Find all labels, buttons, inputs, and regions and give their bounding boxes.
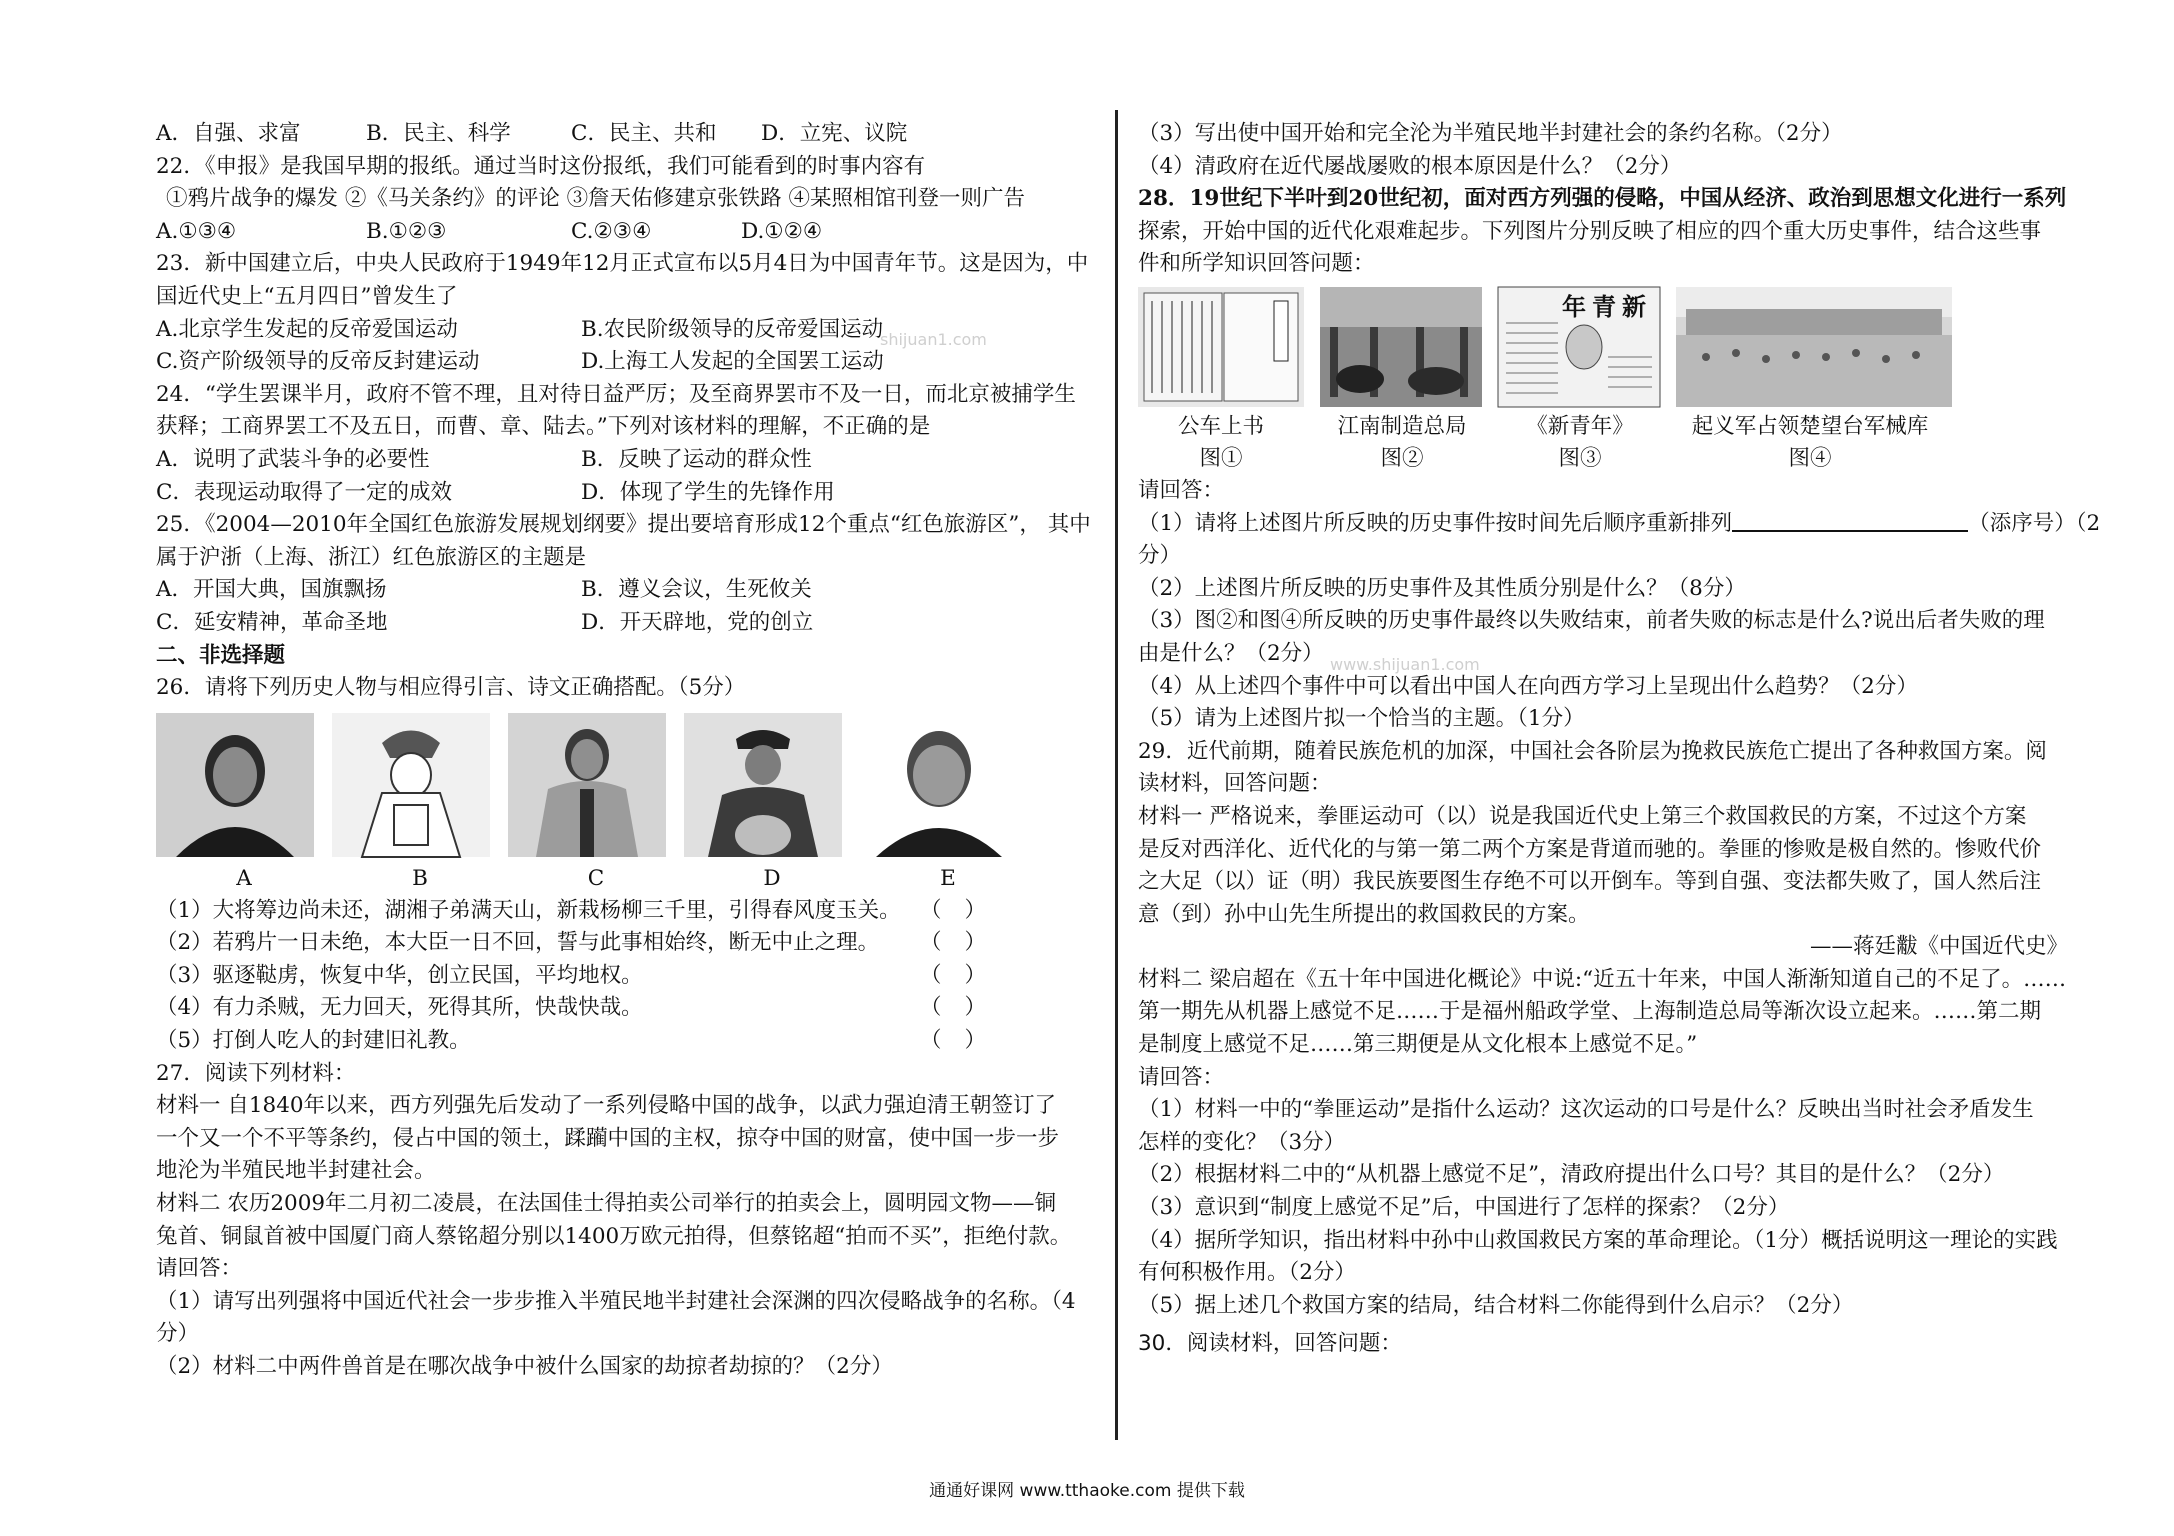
answer-blank — [920, 992, 986, 1025]
portrait-label-b: B — [412, 865, 428, 891]
picture-3-image — [1498, 287, 1660, 407]
q29-item-4: （4）据所学知识，指出材料中孙中山救国救民方案的革命理论。（1分）概括说明这一理论的实践 — [1138, 1227, 2058, 1253]
portrait-label-c: C — [587, 865, 605, 891]
watermark-2: www.shijuan1.com — [1330, 655, 1480, 674]
page-footer: 通通好课网 www.tthaoke.com 提供下载 — [929, 1481, 1245, 1501]
q28-item-3-cont: 由是什么？（2分） — [1138, 640, 1324, 666]
q25-option-c: C．延安精神，革命圣地 — [156, 609, 388, 635]
q22-items: ①鸦片战争的爆发 ②《马关条约》的评论 ③詹天佑修建京张铁路 ④某照相馆刊登一则广告 — [166, 186, 1026, 212]
q29-stem-2: 读材料，回答问题： — [1138, 771, 1332, 797]
paren-open: （ — [920, 930, 942, 956]
q27-item-1-cont: 分） — [156, 1321, 200, 1347]
q25-stem-1: 25．《2004—2010年全国红色旅游发展规划纲要》提出要培育形成12个重点“红色旅游区”， 其中 — [156, 512, 1091, 538]
q24-option-b: B．反映了运动的群众性 — [581, 446, 812, 472]
q29-material2-line2: 第一期先从机器上感觉不足……于是福州船政学堂、上海制造总局等渐次设立起来。……第二期 — [1138, 999, 2042, 1025]
q27-material1-line2: 一个又一个不平等条约，侵占中国的领土，蹂躏中国的主权，掠夺中国的财富，使中国一步一步 — [156, 1125, 1060, 1151]
picture-1-image — [1138, 287, 1304, 407]
newspaper-masthead: 年青新 — [1562, 291, 1652, 321]
q29-stem-1: 29．近代前期，随着民族危机的加深，中国社会各阶层为挽救民族危亡提出了各种救国方案。阅 — [1138, 738, 2047, 764]
q27-ask: 请回答： — [156, 1256, 243, 1282]
portrait-label-d: D — [763, 865, 781, 891]
paren-close: ） — [964, 962, 986, 988]
q26-item-4-text: （4）有力杀贼，无力回天，死得其所，快哉快哉。 — [156, 995, 643, 1021]
q25-option-a: A．开国大典，国旗飘扬 — [156, 577, 387, 603]
paren-open: （ — [920, 962, 942, 988]
answer-blank — [920, 895, 986, 928]
q26-item-2 — [156, 927, 986, 960]
q26-item-1 — [156, 895, 986, 928]
q24-option-a: A．说明了武装斗争的必要性 — [156, 446, 430, 472]
q28-stem-1-text: 28．19世纪下半叶到20世纪初，面对西方列强的侵略，中国从经济、政治到思想文化进行一系列 — [1138, 186, 2067, 212]
picture-4-number: 图④ — [1788, 445, 1832, 471]
picture-4-image — [1676, 287, 1952, 407]
picture-titles — [1138, 411, 2078, 443]
q29-source: ——蒋廷黻《中国近代史》 — [1809, 934, 2068, 960]
picture-2-title: 江南制造总局 — [1337, 413, 1467, 439]
q26-item-3-text: （3）驱逐鞑虏，恢复中华，创立民国，平均地权。 — [156, 962, 643, 988]
paren-close: ） — [964, 995, 986, 1021]
q22-options — [156, 216, 1096, 249]
q22-option-a: A.①③④ — [156, 218, 237, 244]
paren-close: ） — [964, 930, 986, 956]
q23-stem-2: 国近代史上“五月四日”曾发生了 — [156, 283, 458, 309]
q26-item-5-text: （5）打倒人吃人的封建旧礼教。 — [156, 1028, 471, 1054]
q23-stem-1: 23．新中国建立后，中央人民政府于1949年12月正式宣布以5月4日为中国青年节。这是因为，中 — [156, 251, 1089, 277]
answer-blank — [920, 927, 986, 960]
q26-item-5 — [156, 1025, 986, 1058]
q22-option-b: B.①②③ — [366, 218, 447, 244]
q24-options-row2 — [156, 477, 1096, 510]
q22-stem: 22．《申报》是我国早期的报纸。通过当时这份报纸，我们可能看到的时事内容有 — [156, 153, 926, 179]
q28-item-4: （4）从上述四个事件中可以看出中国人在向西方学习上呈现出什么趋势？（2分） — [1138, 673, 1918, 699]
q25-options-row1 — [156, 574, 1096, 607]
q25-option-b: B．遵义会议，生死攸关 — [581, 577, 812, 603]
q27-material2-line1: 材料二 农历2009年二月初二凌晨，在法国佳士得拍卖公司举行的拍卖会上，圆明园文物——铜 — [156, 1191, 1057, 1217]
q23-option-a: A.北京学生发起的反帝爱国运动 — [156, 316, 458, 342]
q21-option-c: C．民主、共和 — [571, 121, 717, 146]
q24-stem-2: 获释；工商界罢工不及五日，而曹、章、陆去。”下列对该材料的理解，不正确的是 — [156, 414, 931, 440]
q27-material1-line3: 地沦为半殖民地半封建社会。 — [156, 1158, 436, 1184]
q29-item-1-cont: 怎样的变化？（3分） — [1138, 1129, 1346, 1155]
picture-2-image — [1320, 287, 1482, 407]
q25-stem-2: 属于沪浙（上海、浙江）红色旅游区的主题是 — [156, 544, 587, 570]
q28-item-1-suffix: （添序号）（2 — [1968, 510, 2101, 536]
q26-item-2-text: （2）若鸦片一日未绝，本大臣一日不回，誓与此事相始终，断无中止之理。 — [156, 930, 880, 956]
q27-item-2: （2）材料二中两件兽首是在哪次战争中被什么国家的劫掠者劫掠的？（2分） — [156, 1354, 893, 1379]
q29-item-3: （3）意识到“制度上感觉不足”后，中国进行了怎样的探索？（2分） — [1138, 1195, 1790, 1221]
q29-item-5: （5）据上述几个救国方案的结局，结合材料二你能得到什么启示？（2分） — [1138, 1292, 1854, 1318]
left-column — [156, 118, 1096, 1384]
paren-open: （ — [920, 995, 942, 1021]
picture-1-title: 公车上书 — [1177, 413, 1264, 439]
answer-blank — [920, 1025, 986, 1058]
q28-stem-3: 件和所学知识回答问题： — [1138, 251, 1375, 277]
q29-item-2: （2）根据材料二中的“从机器上感觉不足”，清政府提出什么口号？其目的是什么？（2分） — [1138, 1162, 2005, 1188]
q21-option-b: B．民主、科学 — [366, 121, 511, 146]
q24-stem-1: 24．“学生罢课半月，政府不管不理，且对待日益严厉；及至商界罢市不及一日，而北京被捕学生 — [156, 381, 1076, 407]
q28-item-2: （2）上述图片所反映的历史事件及其性质分别是什么？（8分） — [1138, 575, 1746, 601]
paren-open: （ — [920, 1028, 942, 1054]
watermark-1: shijuan1.com — [880, 330, 987, 349]
paren-close: ） — [964, 1028, 986, 1054]
right-column — [1138, 118, 2101, 1361]
portrait-labels — [156, 863, 1096, 895]
q29-material1-line4: 意（到）孙中山先生所提出的救国救民的方案。 — [1138, 901, 1590, 927]
column-divider — [1115, 110, 1118, 1440]
q26-item-1-text: （1）大将筹边尚未还，湖湘子弟满天山，新栽杨柳三千里，引得春风度玉关。 — [156, 897, 901, 923]
q29-material2-line1: 材料二 梁启超在《五十年中国进化概论》中说:“近五十年来，中国人渐渐知道自己的不足了。…… — [1138, 966, 2067, 992]
q24-options-row1 — [156, 444, 1096, 477]
portrait-row — [156, 713, 1096, 857]
q27-item-1: （1）请写出列强将中国近代社会一步步推入半殖民地半封建社会深渊的四次侵略战争的名称。（4 — [156, 1288, 1076, 1314]
paren-close: ） — [964, 897, 986, 923]
portrait-a-image — [156, 713, 314, 857]
q24-option-d: D．体现了学生的先锋作用 — [581, 479, 835, 505]
q28-ask: 请回答： — [1138, 477, 1225, 503]
paren-open: （ — [920, 897, 942, 923]
portrait-c-image — [508, 713, 666, 857]
q22-option-d: D.①②④ — [741, 218, 823, 244]
q28-stem-2: 探索，开始中国的近代化艰难起步。下列图片分别反映了相应的四个重大历史事件，结合这些事 — [1138, 218, 2042, 244]
q29-ask: 请回答： — [1138, 1064, 1225, 1090]
picture-row — [1138, 287, 2078, 407]
q25-options-row2 — [156, 607, 1096, 640]
q27-title: 27．阅读下列材料： — [156, 1060, 356, 1086]
q21-option-a: A．自强、求富 — [156, 121, 301, 146]
q28-item-1 — [1138, 508, 2101, 541]
q27-item-4: （4）清政府在近代屡战屡败的根本原因是什么？（2分） — [1138, 153, 1682, 179]
q27-material2-line2: 兔首、铜鼠首被中国厦门商人蔡铭超分别以1400万欧元拍得，但蔡铭超“拍而不买”，拒绝付款。 — [156, 1223, 1072, 1249]
q26-item-3 — [156, 960, 986, 993]
portrait-d-image — [684, 713, 842, 857]
picture-2-number: 图② — [1380, 445, 1424, 471]
q28-stem-1 — [1138, 183, 2078, 216]
q29-material1-line3: 之大足（以）证（明）我民族要图生存绝不可以开倒车。等到自强、变法都失败了，国人然后注 — [1138, 869, 2042, 895]
q27-item-3: （3）写出使中国开始和完全沦为半殖民地半封建社会的条约名称。（2分） — [1138, 121, 1843, 146]
q23-options-row2 — [156, 346, 1096, 379]
q28-item-1-cont: 分） — [1138, 543, 1182, 569]
q22-option-c: C.②③④ — [571, 218, 652, 244]
portrait-b-image — [332, 713, 490, 857]
q26-item-4 — [156, 992, 986, 1025]
q29-material1-line2: 是反对西洋化、近代化的与第一第二两个方案是背道而驰的。拳匪的惨败是极自然的。惨败代价 — [1138, 836, 2042, 862]
q24-option-c: C．表现运动取得了一定的成效 — [156, 479, 452, 505]
picture-3-number: 图③ — [1558, 445, 1602, 471]
q29-material1-line1: 材料一 严格说来，拳匪运动可（以）说是我国近代史上第三个救国救民的方案，不过这个方案 — [1138, 803, 2027, 829]
q28-item-5: （5）请为上述图片拟一个恰当的主题。（1分） — [1138, 706, 1585, 732]
q29-material2-line3: 是制度上感觉不足……第三期便是从文化根本上感觉不足。” — [1138, 1032, 1698, 1058]
picture-4-title: 起义军占领楚望台军械库 — [1691, 413, 1929, 439]
q28-item-1-text: （1）请将上述图片所反映的历史事件按时间先后顺序重新排列 — [1138, 510, 1733, 536]
section-heading: 二、非选择题 — [156, 642, 286, 668]
answer-underline — [1732, 508, 1968, 532]
q23-option-c: C.资产阶级领导的反帝反封建运动 — [156, 349, 480, 375]
q29-item-4-cont: 有何积极作用。（2分） — [1138, 1260, 1356, 1286]
q23-option-b: B.农民阶级领导的反帝爱国运动 — [581, 316, 884, 342]
q23-option-d: D.上海工人发起的全国罢工运动 — [581, 349, 884, 375]
q29-item-1: （1）材料一中的“拳匪运动”是指什么运动？这次运动的口号是什么？反映出当时社会矛盾发生 — [1138, 1097, 2034, 1123]
q21-options — [156, 118, 1096, 151]
portrait-label-e: E — [940, 865, 956, 891]
q21-option-d: D．立宪、议院 — [761, 121, 908, 146]
portrait-e-image — [860, 713, 1018, 857]
answer-blank — [920, 960, 986, 993]
picture-3-title: 《新青年》 — [1526, 413, 1634, 439]
q28-item-3: （3）图②和图④所反映的历史事件最终以失败结束，前者失败的标志是什么?说出后者失败的理 — [1138, 608, 2045, 634]
q26-stem: 26．请将下列历史人物与相应得引言、诗文正确搭配。（5分） — [156, 675, 746, 701]
q25-option-d: D．开天辟地，党的创立 — [581, 609, 814, 635]
portrait-label-a: A — [236, 865, 252, 891]
q27-material1-line1: 材料一 自1840年以来，西方列强先后发动了一系列侵略中国的战争，以武力强迫清王朝签订了 — [156, 1093, 1057, 1119]
q30-stem: 30．阅读材料，回答问题： — [1138, 1331, 1402, 1357]
picture-1-number: 图① — [1199, 445, 1243, 471]
picture-numbers — [1138, 443, 2078, 475]
